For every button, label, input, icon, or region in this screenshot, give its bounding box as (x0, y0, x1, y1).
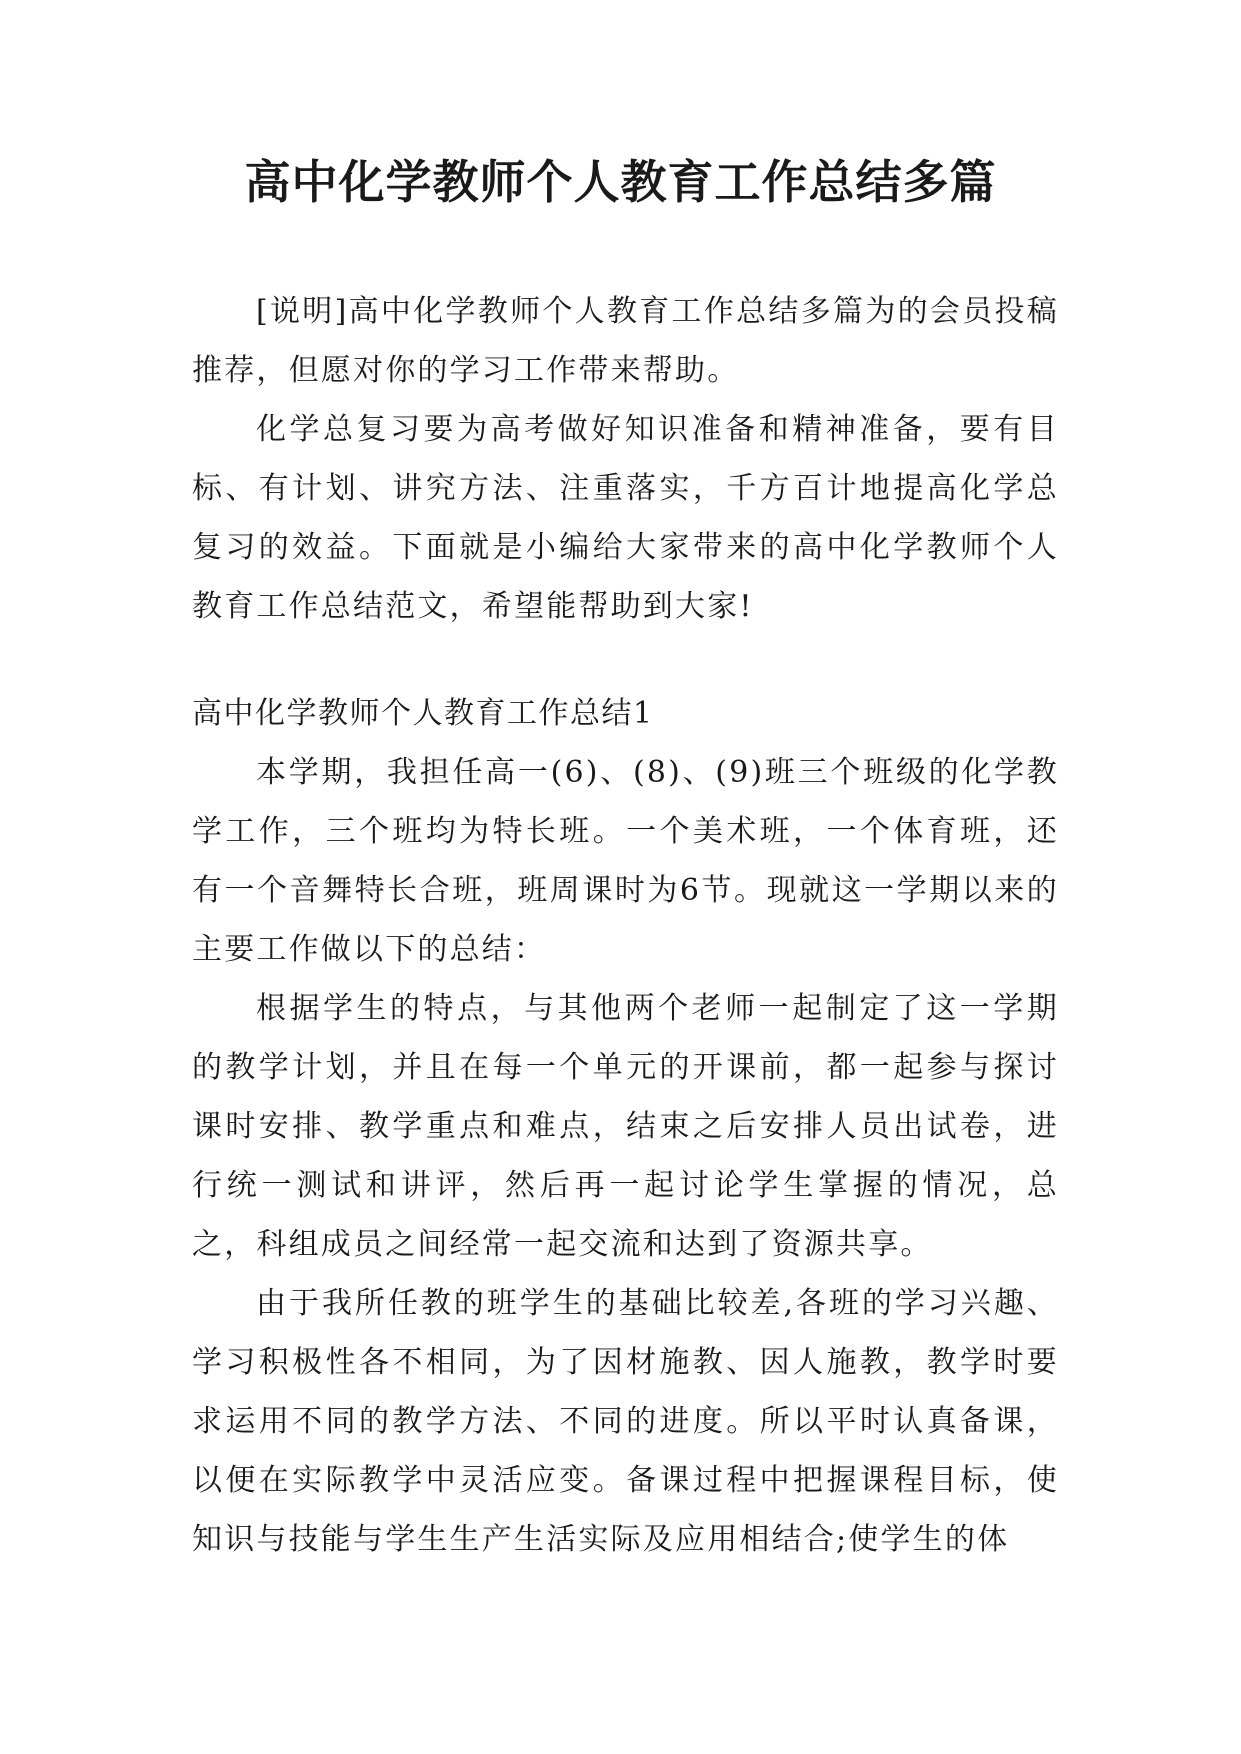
document-body (192, 282, 1059, 1569)
intro-paragraph: [说明]高中化学教师个人教育工作总结多篇为的会员投稿推荐，但愿对你的学习工作带来帮助。 (192, 294, 1059, 388)
section-paragraph: 根据学生的特点，与其他两个老师一起制定了这一学期的教学计划，并且在每一个单元的开课前，都一起参与探讨课时安排、教学重点和难点，结束之后安排人员出试卷，进行统一测试和讲评，然后再一起讨论学生掌握的情况，总之，科组成员之间经常一起交流和达到了资源共享。 (192, 991, 1059, 1262)
section-heading: 高中化学教师个人教育工作总结1 (192, 696, 654, 731)
document-title: 高中化学教师个人教育工作总结多篇 (244, 155, 997, 209)
paragraph-gap (192, 636, 1059, 684)
section-paragraph: 本学期，我担任高一(6)、(8)、(9)班三个班级的化学教学工作，三个班均为特长班。一个美术班，一个体育班，还有一个音舞特长合班，班周课时为6节。现就这一学期以来的主要工作做以下的总结： (192, 755, 1059, 967)
section-paragraph: 由于我所任教的班学生的基础比较差,各班的学习兴趣、学习积极性各不相同，为了因材施教、因人施教，教学时要求运用不同的教学方法、不同的进度。所以平时认真备课，以便在实际教学中灵活应变。备课过程中把握课程目标，使知识与技能与学生生产生活实际及应用相结合;使学生的体 (192, 1286, 1059, 1557)
intro-paragraph: 化学总复习要为高考做好知识准备和精神准备，要有目标、有计划、讲究方法、注重落实，千方百计地提高化学总复习的效益。下面就是小编给大家带来的高中化学教师个人教育工作总结范文，希望能帮助到大家! (192, 412, 1059, 624)
